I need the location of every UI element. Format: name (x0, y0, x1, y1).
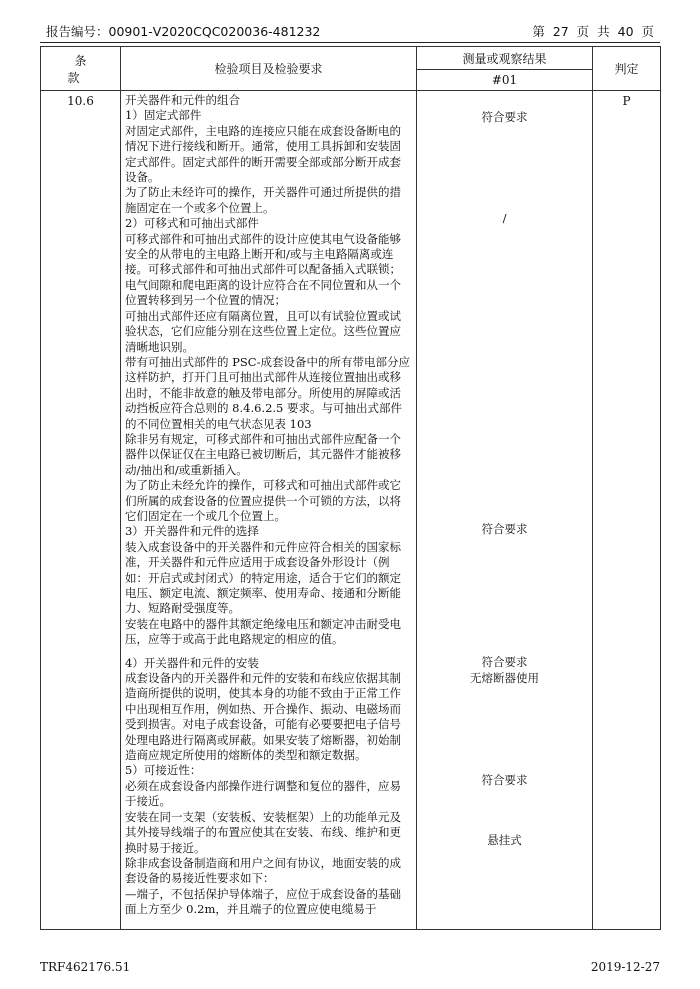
req-title: 开关器件和元件的组合 (125, 93, 240, 107)
result-removable: / (502, 211, 507, 225)
result-fixed: 符合要求 (481, 110, 528, 124)
req-access-terminals: —端子，不包括保护导体端子，应位于成套设备的基础面上方至少 0.2m，并且端子的位置应使电缆易于 (125, 886, 401, 917)
req-selection-text: 装入成套设备中的开关器件和元件应符合相关的国家标准，开关器件和元件应适用于成套设备外形设计（例如：开启式或封闭式）的特定用途，适合于它们的额定电压、额定电流、额定频率、使用寿命、接通和分断能力、短路耐受强度等。 (125, 539, 401, 616)
clause-number: 10.6 (41, 91, 121, 930)
page-info: 第 27 页 共 40 页 (532, 24, 654, 39)
req-interlock: 除非另有规定，可移式部件和可抽出式部件应配备一个器件以保证仅在主电路已被切断后，其元器件才能被移动/抽出和/或重新插入。 (125, 431, 401, 477)
req-isolation: 可抽出式部件还应有隔离位置，且可以有试验位置或试验状态，它们应能分别在这些位置上定位。这些位置应清晰地识别。 (125, 308, 401, 354)
req-access-floor: 除非成套设备制造商和用户之间有协议，地面安装的成套设备的易接近性要求如下： (125, 855, 401, 886)
header-clause: 条 款 (41, 47, 121, 91)
header-result: 测量或观察结果 (417, 47, 593, 70)
result-no-fuse: 无熔断器使用 (470, 671, 539, 685)
req-installation-heading: 4）开关器件和元件的安装 (125, 655, 259, 670)
results-cell (417, 91, 593, 930)
req-fixed-heading: 1）固定式部件 (125, 108, 202, 123)
header-sample: #01 (417, 70, 593, 91)
inspection-table (40, 46, 661, 930)
result-accessibility: 符合要求 (481, 773, 528, 787)
requirements-cell (121, 91, 417, 930)
req-fixed-lock: 为了防止未经许可的操作，开关器件可通过所提供的措施固定在一个或多个位置上。 (125, 185, 401, 215)
page-header (40, 20, 660, 43)
header-verdict: 判定 (593, 47, 661, 91)
req-insulation: 安装在电路中的器件其额定绝缘电压和额定冲击耐受电压，应等于或高于此电路规定的相应的值。 (125, 616, 401, 647)
result-mounting: 悬挂式 (487, 833, 522, 847)
req-removable-heading: 2）可移式和可抽出式部件 (125, 216, 259, 231)
report-number: 报告编号：00901-V2020CQC020036-481232 (46, 24, 321, 39)
req-access-adjust: 必须在成套设备内部操作进行调整和复位的器件，应易于接近。 (125, 778, 401, 809)
footer-date: 2019-12-27 (590, 960, 660, 974)
req-access-heading: 5）可接近性： (125, 763, 202, 778)
req-access-layout: 安装在同一支架（安装板、安装框架）上的功能单元及其外接导线端子的布置应使其在安装、布线、维护和更换时易于接近。 (125, 809, 401, 855)
req-removable-text: 可移式部件和可抽出式部件的设计应使其电气设备能够安全的从带电的主电路上断开和/或与主电路隔离或连接。可移式部件和可抽出式部件可以配备插入式联锁； (125, 231, 401, 277)
verdict-value: P (593, 91, 661, 930)
req-lockable: 为了防止未经允许的操作，可移式和可抽出式部件或它们所属的成套设备的位置应提供一个可锁的方法，以将它们固定在一个或几个位置上。 (125, 478, 401, 523)
result-selection: 符合要求 (481, 522, 528, 536)
req-live-parts: 带有可抽出式部件的 PSC-成套设备中的所有带电部分应这样防护，打开门且可抽出式部件从连接位置抽出或移出时，不能非故意的触及带电部分。所使用的屏障或活动挡板应符合总则的 8.4.6.2.5 要求。与可抽出式部件的不同位置相关的电气状态见表 103 (125, 354, 410, 431)
req-clearance: 电气间隙和爬电距离的设计应符合在不同位置和从一个位置转移到另一个位置的情况； (125, 277, 401, 308)
req-installation-text: 成套设备内的开关器件和元件的安装和布线应依据其制造商所提供的说明，使其本身的功能不致由于正常工作中出现相互作用，例如热、开合操作、振动、电磁场而受到损害。对电子成套设备，可能有必要要把电子信号处理电路进行隔离或屏蔽。如果安装了熔断器，初始制造商应规定所使用的熔断体的类型和额定数据。 (125, 671, 401, 763)
result-installation: 符合要求 (481, 655, 528, 669)
req-fixed-text: 对固定式部件，主电路的连接应只能在成套设备断电的情况下进行接线和断开。通常，使用工具拆卸和安装固定式部件。固定式部件的断开需要全部或部分断开成套设备。 (125, 123, 401, 185)
header-item: 检验项目及检验要求 (121, 47, 417, 91)
req-selection-heading: 3）开关器件和元件的选择 (125, 524, 259, 539)
form-number: TRF462176.51 (40, 960, 131, 974)
